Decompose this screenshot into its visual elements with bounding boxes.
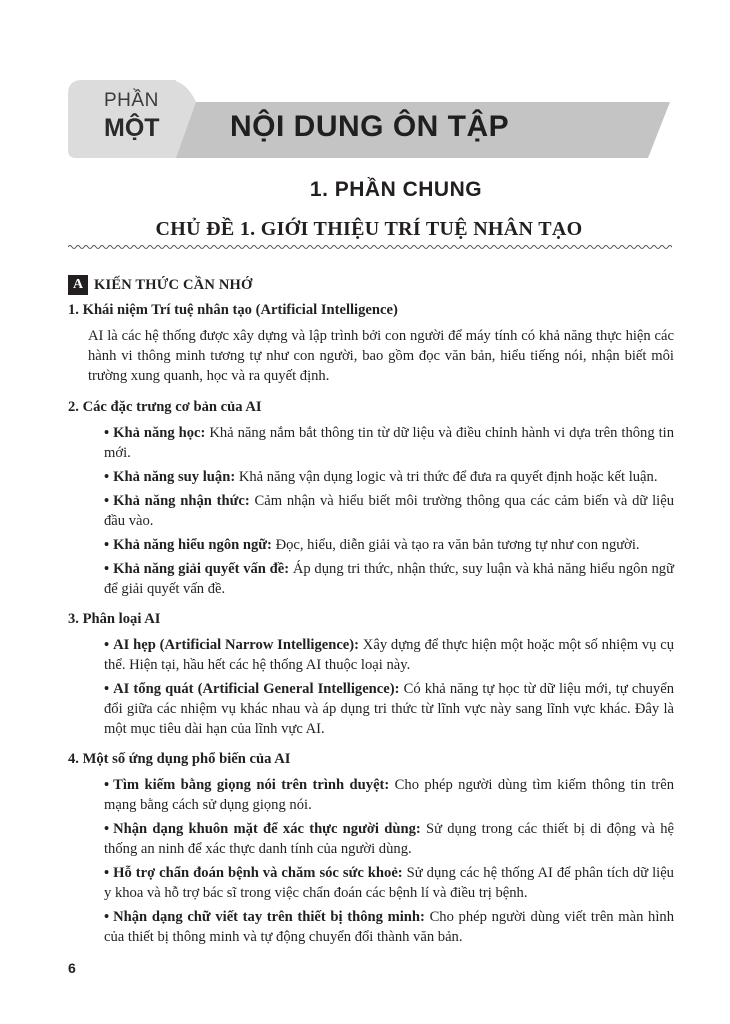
section-classification [68, 609, 674, 739]
part-banner [68, 80, 670, 158]
bullet-text: Cho phép người dùng viết trên màn hình của thiết bị thông minh và tự động chuyển đổi thành văn bản. [104, 909, 674, 945]
bullet-term: Tìm kiếm bằng giọng nói trên trình duyệt: [113, 777, 390, 793]
section-heading: 1. Khái niệm Trí tuệ nhân tạo (Artificial Intelligence) [68, 302, 398, 318]
bullet-text: Sử dụng các hệ thống AI để phân tích dữ liệu y khoa và hỗ trợ bác sĩ trong việc chẩn đoán các bệnh lí và điều trị bệnh. [104, 865, 674, 901]
section-title: 1. PHẦN CHUNG [309, 178, 483, 201]
bullet-text: Áp dụng tri thức, nhận thức, suy luận và khả năng hiểu ngôn ngữ để giải quyết vấn đề. [104, 561, 674, 597]
list-item: • Khả năng học: Khả năng nắm bắt thông tin từ dữ liệu và điều chỉnh hành vi dựa trên thông tin mới. [104, 425, 675, 461]
list-item: • AI hẹp (Artificial Narrow Intelligence): Xây dựng để thực hiện một hoặc một số nhiệm vụ cụ thể. Hiện tại, hầu hết các hệ thống AI thuộc loại này. [104, 637, 675, 673]
bullet-term: Nhận dạng chữ viết tay trên thiết bị thông minh: [113, 909, 425, 925]
section-concept [68, 300, 674, 386]
bullet-term: Khả năng giải quyết vấn đề: [113, 561, 290, 577]
list-item: • Khả năng giải quyết vấn đề: Áp dụng tri thức, nhận thức, suy luận và khả năng hiểu ngôn ngữ để giải quyết vấn đề. [104, 561, 674, 597]
banner-title: NỘI DUNG ÔN TẬP [230, 110, 510, 143]
bullet-term: AI tổng quát (Artificial General Intelligence): [113, 681, 400, 697]
topic-title: CHỦ ĐỀ 1. GIỚI THIỆU TRÍ TUỆ NHÂN TẠO [155, 218, 583, 240]
subsection-heading [68, 275, 252, 295]
bullet-text: Có khả năng tự học từ dữ liệu mới, tự chuyển đổi giữa các nhiệm vụ khác nhau và áp dụng tri thức từ lĩnh vực này sang lĩnh vực khác. Đây là một mục tiêu dài hạn của lĩnh vực AI. [104, 681, 674, 737]
list-item: • Tìm kiếm bằng giọng nói trên trình duyệt: Cho phép người dùng tìm kiếm thông tin trên mạng bằng cách sử dụng giọng nói. [104, 777, 674, 813]
list-item: • Khả năng suy luận: Khả năng vận dụng logic và tri thức để đưa ra quyết định hoặc kết luận. [104, 469, 658, 485]
list-item: • Khả năng nhận thức: Cảm nhận và hiểu biết môi trường thông qua các cảm biến và dữ liệu đầu vào. [104, 493, 674, 529]
part-label: PHẦN [104, 90, 159, 111]
bullet-term: Nhận dạng khuôn mặt để xác thực người dùng: [113, 821, 421, 837]
section-paragraph: AI là các hệ thống được xây dựng và lập trình bởi con người để máy tính có khả năng thực hiện các hành vi thông minh tương tự như con người, bao gồm đọc văn bản, hiểu tiếng nói, nhận biết môi trường xung quanh, học và ra quyết định. [88, 328, 674, 384]
section-characteristics [68, 397, 674, 599]
bullet-text: Cảm nhận và hiểu biết môi trường thông qua các cảm biến và dữ liệu đầu vào. [104, 493, 674, 529]
bullet-text: Sử dụng trong các thiết bị di động và hệ thống an ninh để xác thực danh tính của người dùng. [104, 821, 675, 857]
section-applications [68, 749, 674, 947]
list-item: • Hỗ trợ chẩn đoán bệnh và chăm sóc sức khoẻ: Sử dụng các hệ thống AI để phân tích dữ liệu y khoa và hỗ trợ bác sĩ trong việc chẩn đoán các bệnh lí và điều trị bệnh. [104, 865, 674, 901]
main-content [68, 300, 674, 957]
bullet-term: Khả năng học: [113, 425, 206, 441]
bullet-term: Khả năng nhận thức: [113, 493, 250, 509]
section-letter-badge: A [68, 275, 88, 295]
section-heading: 4. Một số ứng dụng phổ biến của AI [68, 751, 291, 767]
list-item: • Khả năng hiểu ngôn ngữ: Đọc, hiểu, diễn giải và tạo ra văn bản tương tự như con người. [104, 537, 640, 553]
bullet-text: Xây dựng để thực hiện một hoặc một số nhiệm vụ cụ thể. Hiện tại, hầu hết các hệ thống AI thuộc loại này. [104, 637, 675, 673]
list-item: • AI tổng quát (Artificial General Intelligence): Có khả năng tự học từ dữ liệu mới, tự chuyển đổi giữa các nhiệm vụ khác nhau và áp dụng tri thức từ lĩnh vực này sang lĩnh vực khác. Đây là một mục tiêu dài hạn của lĩnh vực AI. [104, 681, 674, 737]
part-number: MỘT [104, 114, 160, 142]
bullet-text: Cho phép người dùng tìm kiếm thông tin trên mạng bằng cách sử dụng giọng nói. [104, 777, 674, 813]
page-number: 6 [68, 960, 76, 976]
list-item: • Nhận dạng khuôn mặt để xác thực người dùng: Sử dụng trong các thiết bị di động và hệ thống an ninh để xác thực danh tính của người dùng. [104, 821, 675, 857]
bullet-term: AI hẹp (Artificial Narrow Intelligence): [113, 637, 360, 653]
subsection-heading-text: KIẾN THỨC CẦN NHỚ [94, 276, 253, 293]
bullet-term: Hỗ trợ chẩn đoán bệnh và chăm sóc sức khoẻ: [113, 865, 403, 881]
bullet-text: Khả năng nắm bắt thông tin từ dữ liệu và điều chỉnh hành vi dựa trên thông tin mới. [104, 425, 675, 461]
wavy-divider [68, 243, 672, 251]
bullet-text: Khả năng vận dụng logic và tri thức để đưa ra quyết định hoặc kết luận. [235, 469, 658, 485]
bullet-text: Đọc, hiểu, diễn giải và tạo ra văn bản tương tự như con người. [271, 537, 640, 553]
bullet-term: Khả năng hiểu ngôn ngữ: [113, 537, 272, 553]
list-item: • Nhận dạng chữ viết tay trên thiết bị thông minh: Cho phép người dùng viết trên màn hình của thiết bị thông minh và tự động chuyển đổi thành văn bản. [104, 909, 674, 945]
section-heading: 3. Phân loại AI [68, 611, 161, 627]
section-heading: 2. Các đặc trưng cơ bản của AI [68, 399, 262, 415]
bullet-term: Khả năng suy luận: [113, 469, 236, 485]
